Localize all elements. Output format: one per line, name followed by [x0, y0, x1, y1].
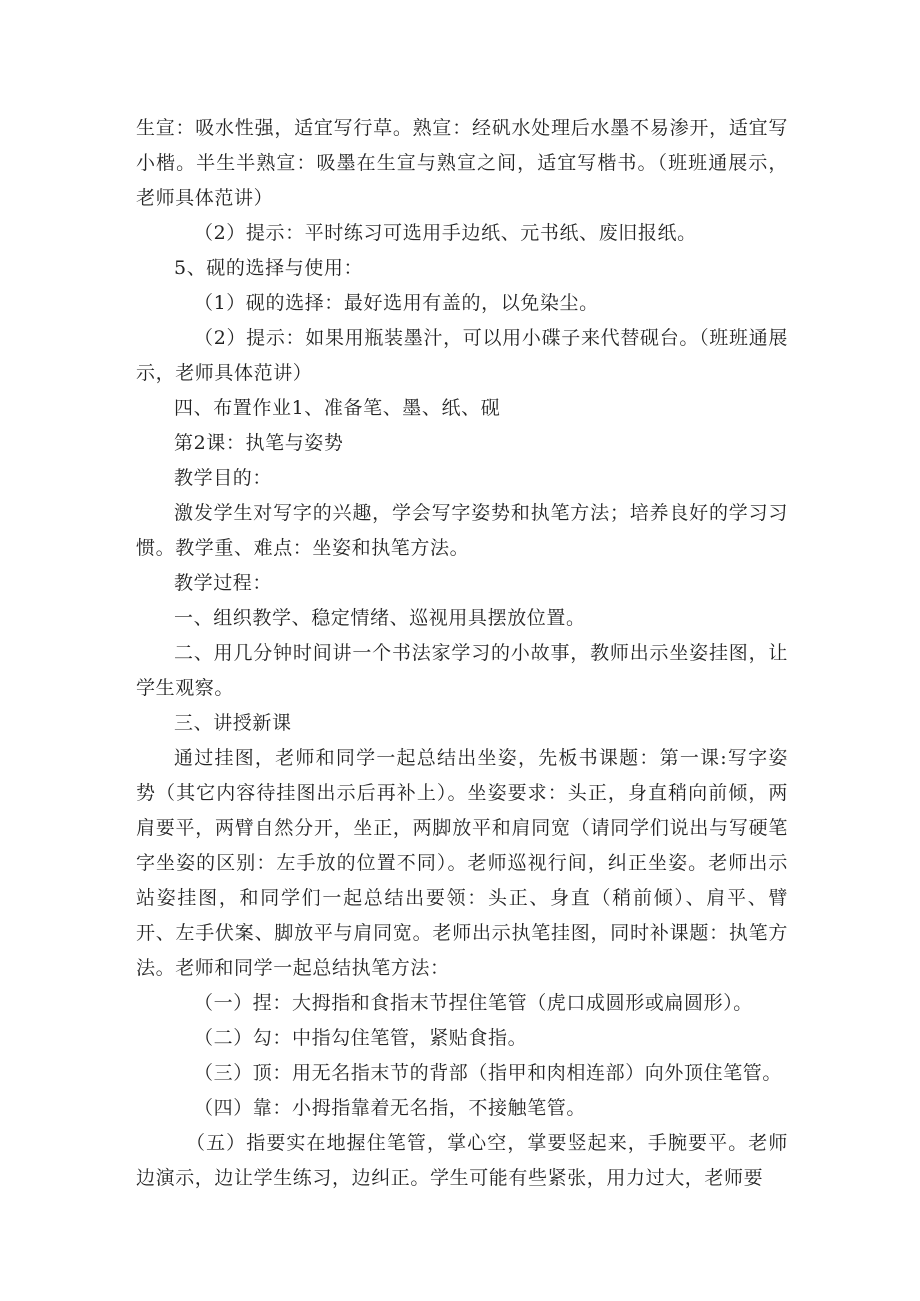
- paragraph-objectives: 激发学生对写字的兴趣，学会写字姿势和执笔方法；培养良好的学习习惯。教学重、难点：坐姿和执笔方法。: [136, 502, 788, 559]
- paragraph-homework: 四、布置作业1、准备笔、墨、纸、砚: [174, 397, 501, 419]
- lesson-title: 第2课：执笔与姿势: [174, 432, 344, 454]
- paragraph-objectives-heading: 教学目的：: [174, 467, 273, 489]
- document-body: [136, 111, 788, 1196]
- paragraph-step-two: 二、用几分钟时间讲一个书法家学习的小故事，教师出示坐姿挂图，让学生观察。: [136, 642, 788, 699]
- paragraph-new-lesson: 通过挂图，老师和同学一起总结出坐姿，先板书课题：第一课:写字姿势（其它内容待挂图出示后再补上）。坐姿要求：头正，身直稍向前倾，两肩要平，两臂自然分开，坐正，两脚放平和肩同宽（请同学们说出与写硬笔字坐姿的区别：左手放的位置不同）。老师巡视行间，纠正坐姿。老师出示站姿挂图，和同学们一起总结出要领：头正、身直（稍前倾）、肩平、臂开、左手伏案、脚放平与肩同宽。老师出示执笔挂图，同时补课题：执笔方法。老师和同学一起总结执笔方法：: [136, 747, 788, 979]
- paragraph-inkstone-tip: （2）提示：如果用瓶装墨汁，可以用小碟子来代替砚台。（班班通展示，老师具体范讲）: [136, 327, 788, 384]
- paragraph-paper-types: 生宣：吸水性强，适宜写行草。熟宣：经矾水处理后水墨不易渗开，适宜写小楷。半生半熟宣：吸墨在生宣与熟宣之间，适宜写楷书。（班班通展示，老师具体范讲）: [136, 117, 788, 209]
- paragraph-step-three-heading: 三、讲授新课: [174, 712, 292, 734]
- paragraph-grip-pinch: （一）捏：大拇指和食指末节捏住笔管（虎口成圆形或扁圆形）。: [194, 992, 753, 1014]
- paragraph-grip-firm: （五）指要实在地握住笔管，掌心空，掌要竖起来，手腕要平。老师边演示，边让学生练习，边纠正。学生可能有些紧张，用力过大，老师要: [136, 1132, 788, 1189]
- paragraph-grip-lean: （四）靠：小拇指靠着无名指，不接触笔管。: [194, 1097, 587, 1119]
- paragraph-grip-push: （三）顶：用无名指末节的背部（指甲和肉相连部）向外顶住笔管。: [194, 1062, 783, 1084]
- paragraph-grip-hook: （二）勾：中指勾住笔管，紧贴食指。: [194, 1027, 528, 1049]
- paragraph-inkstone-choice: （1）砚的选择：最好选用有盖的，以免染尘。: [194, 292, 599, 314]
- paragraph-step-one: 一、组织教学、稳定情绪、巡视用具摆放位置。: [174, 607, 586, 629]
- paragraph-inkstone-heading: 5、砚的选择与使用：: [174, 257, 364, 279]
- paragraph-process-heading: 教学过程：: [174, 572, 273, 594]
- paragraph-paper-tip: （2）提示：平时练习可选用手边纸、元书纸、废旧报纸。: [194, 222, 697, 244]
